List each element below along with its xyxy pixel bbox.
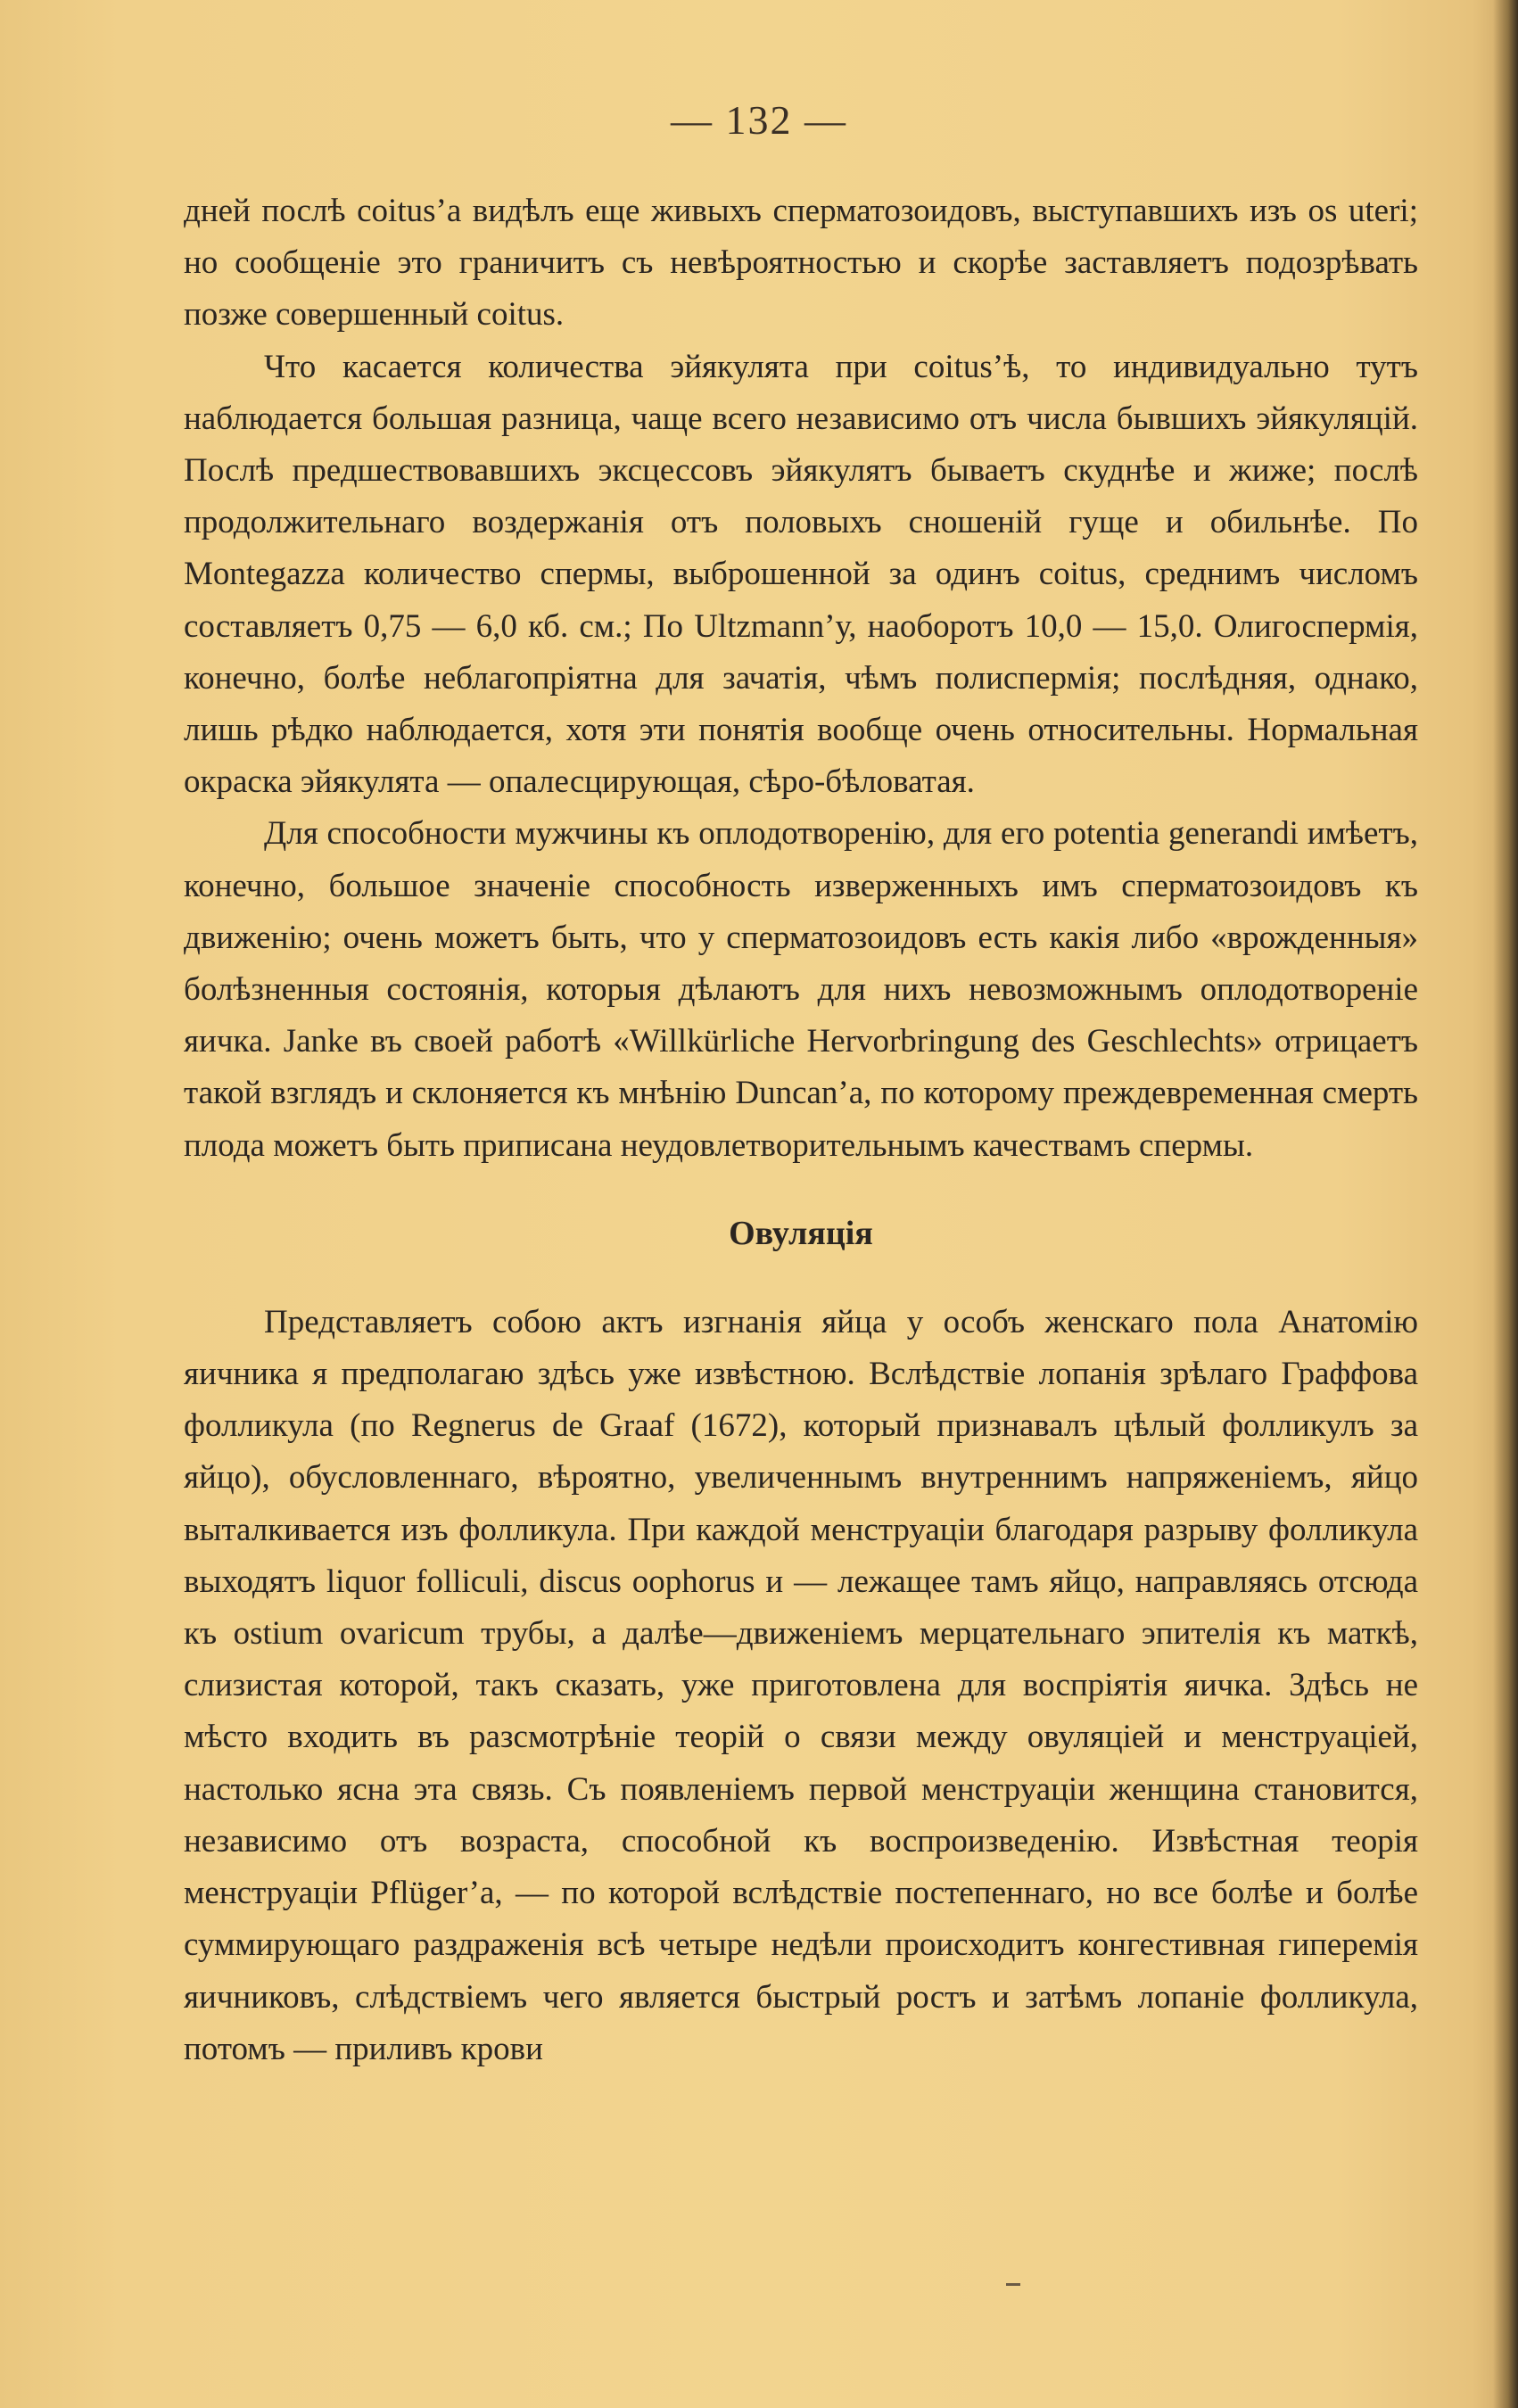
- paragraph-2: Что касается количества эйякулята при coitus’ѣ, то индивидуально тутъ наблюдается большая разница, чаще всего независимо отъ числа бывшихъ эйякуляцій. Послѣ предшествовавшихъ эксцессовъ эйякулятъ бываетъ скуднѣе и жиже; послѣ продолжительнаго воздержанія отъ половыхъ сношеній гуще и обильнѣе. По Montegazza количество спермы, выброшенной за одинъ coitus, среднимъ числомъ составляетъ 0,75 — 6,0 кб. см.; По Ultzmann’у, наоборотъ 10,0 — 15,0. Олигоспермія, конечно, болѣе неблагопріятна для зачатія, чѣмъ полиспермія; послѣдняя, однако, лишь рѣдко наблюдается, хотя эти понятія вообще очень относительны. Нормальная окраска эйякулята — опалесцирующая, сѣро-бѣловатая.: [184, 348, 1418, 801]
- paragraph-1: дней послѣ coitus’а видѣлъ еще живыхъ сперматозоидовъ, выступавшихъ изъ os uteri; но сообщеніе это граничитъ съ невѣроятностью и скорѣе заставляетъ подозрѣвать позже совершенный coitus.: [184, 193, 1418, 334]
- section-title: Овуляція: [729, 1214, 873, 1252]
- paragraph-3: Для способности мужчины къ оплодотворенію, для его potentia generandi имѣетъ, конечно, большое значеніе способность изверженныхъ имъ сперматозоидовъ къ движенію; очень можетъ быть, что у сперматозоидовъ есть какія либо «врожденныя» болѣзненныя состоянія, которыя дѣлаютъ для нихъ невозможнымъ оплодотвореніе яичка. Janke въ своей работѣ «Willkürliche Hervorbringung des Geschlechts» отрицаетъ такой взглядъ и склоняется къ мнѣнію Duncan’а, по которому преждевременная смерть плода можетъ быть приписана неудовлетворительнымъ качествамъ спермы.: [184, 815, 1418, 1164]
- page-edge-shadow: [1493, 0, 1518, 2408]
- paragraph-4: Представляетъ собою актъ изгнанія яйца у особъ женскаго пола Анатомію яичника я предполагаю здѣсь уже извѣстною. Вслѣдствіе лопанія зрѣлаго Граффова фолликула (по Regnerus de Graaf (1672), который признавалъ цѣлый фолликулъ за яйцо), обусловленнаго, вѣроятно, увеличеннымъ внутреннимъ напряженіемъ, яйцо выталкивается изъ фолликула. При каждой менструаціи благодаря разрыву фолликула выходятъ liquor folliculi, discus oophorus и — лежащее тамъ яйцо, направляясь отсюда къ ostium ovaricum трубы, а далѣе—движеніемъ мерцательнаго эпителія къ маткѣ, слизистая которой, такъ сказать, уже приготовлена для воспріятія яичка. Здѣсь не мѣсто входить въ разсмотрѣніе теорій о связи между овуляціей и менструаціей, настолько ясна эта связь. Съ появленіемъ первой менструаціи женщина становится, независимо отъ возраста, способной къ воспроизведенію. Извѣстная теорія менструаціи Pflüger’а, — по которой вслѣдствіе постепеннаго, но все болѣе и болѣе суммирующаго раздраженія всѣ четыре недѣли происходитъ конгестивная гиперемія яичниковъ, слѣдствіемъ чего является быстрый ростъ и затѣмъ лопаніе фолликула, потомъ — приливъ крови: [184, 1303, 1418, 2067]
- page-number: — 132 —: [671, 97, 847, 143]
- printer-mark: [1006, 2283, 1020, 2286]
- page-body: [184, 186, 1418, 2075]
